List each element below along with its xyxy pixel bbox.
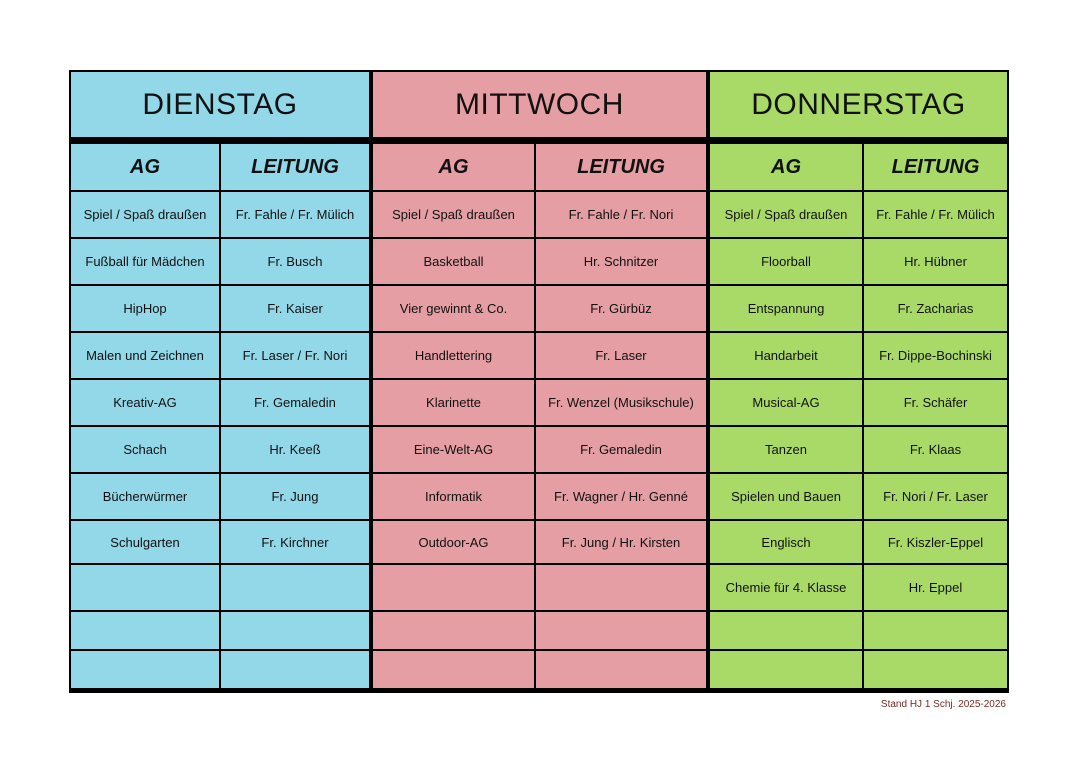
ag-cell (373, 565, 534, 610)
day-header: DIENSTAG (71, 72, 369, 137)
ag-cell (71, 651, 219, 688)
ag-cell: Outdoor-AG (373, 521, 534, 563)
leitung-cell: Fr. Nori / Fr. Laser (864, 474, 1007, 519)
leitung-cell (536, 565, 706, 610)
leitung-cell: Hr. Hübner (864, 239, 1007, 284)
column-header-leitung: LEITUNG (536, 144, 706, 190)
ag-cell (71, 565, 219, 610)
ag-cell: Kreativ-AG (71, 380, 219, 425)
ag-cell: Chemie für 4. Klasse (710, 565, 862, 610)
ag-cell: Eine-Welt-AG (373, 427, 534, 472)
ag-cell: Entspannung (710, 286, 862, 331)
ag-cell: Vier gewinnt & Co. (373, 286, 534, 331)
column-header-ag: AG (71, 144, 219, 190)
leitung-cell: Hr. Keeß (221, 427, 369, 472)
column-header-ag: AG (710, 144, 862, 190)
leitung-cell (221, 612, 369, 649)
ag-cell: Malen und Zeichnen (71, 333, 219, 378)
leitung-cell (864, 612, 1007, 649)
leitung-cell: Fr. Laser (536, 333, 706, 378)
ag-cell: Handarbeit (710, 333, 862, 378)
ag-cell: Schach (71, 427, 219, 472)
column-header-leitung: LEITUNG (864, 144, 1007, 190)
ag-cell: Fußball für Mädchen (71, 239, 219, 284)
leitung-cell: Fr. Wenzel (Musikschule) (536, 380, 706, 425)
leitung-cell: Fr. Gürbüz (536, 286, 706, 331)
leitung-cell: Hr. Schnitzer (536, 239, 706, 284)
leitung-cell: Fr. Kirchner (221, 521, 369, 563)
ag-cell: Floorball (710, 239, 862, 284)
day-section-donnerstag (708, 70, 1009, 693)
leitung-cell: Fr. Laser / Fr. Nori (221, 333, 369, 378)
ag-cell: Schulgarten (71, 521, 219, 563)
ag-cell: Musical-AG (710, 380, 862, 425)
column-header-leitung: LEITUNG (221, 144, 369, 190)
ag-cell: Basketball (373, 239, 534, 284)
leitung-cell: Hr. Eppel (864, 565, 1007, 610)
day-grid (373, 144, 706, 691)
day-header: DONNERSTAG (710, 72, 1007, 137)
ag-cell: Spielen und Bauen (710, 474, 862, 519)
leitung-cell: Fr. Fahle / Fr. Nori (536, 192, 706, 237)
day-grid (71, 144, 369, 691)
leitung-cell: Fr. Fahle / Fr. Mülich (864, 192, 1007, 237)
day-section-mittwoch (371, 70, 708, 693)
ag-cell: Spiel / Spaß draußen (710, 192, 862, 237)
ag-cell: Informatik (373, 474, 534, 519)
leitung-cell: Fr. Jung / Hr. Kirsten (536, 521, 706, 563)
leitung-cell (221, 565, 369, 610)
ag-cell (71, 612, 219, 649)
leitung-cell: Fr. Schäfer (864, 380, 1007, 425)
ag-cell (710, 651, 862, 688)
footer-stand: Stand HJ 1 Schj. 2025-2026 (880, 699, 1006, 710)
ag-cell: Englisch (710, 521, 862, 563)
ag-cell: Spiel / Spaß draußen (373, 192, 534, 237)
leitung-cell: Fr. Wagner / Hr. Genné (536, 474, 706, 519)
ag-cell (710, 612, 862, 649)
leitung-cell: Fr. Dippe-Bochinski (864, 333, 1007, 378)
leitung-cell: Fr. Jung (221, 474, 369, 519)
leitung-cell (864, 651, 1007, 688)
leitung-cell: Fr. Zacharias (864, 286, 1007, 331)
leitung-cell (536, 651, 706, 688)
leitung-cell (536, 612, 706, 649)
ag-cell: HipHop (71, 286, 219, 331)
day-grid (710, 144, 1007, 691)
ag-cell: Handlettering (373, 333, 534, 378)
leitung-cell: Fr. Gemaledin (536, 427, 706, 472)
day-section-dienstag (69, 70, 371, 693)
leitung-cell: Fr. Busch (221, 239, 369, 284)
ag-cell (373, 651, 534, 688)
leitung-cell: Fr. Kiszler-Eppel (864, 521, 1007, 563)
ag-cell: Tanzen (710, 427, 862, 472)
ag-cell (373, 612, 534, 649)
day-header: MITTWOCH (373, 72, 706, 137)
leitung-cell: Fr. Fahle / Fr. Mülich (221, 192, 369, 237)
leitung-cell: Fr. Kaiser (221, 286, 369, 331)
ag-cell: Bücherwürmer (71, 474, 219, 519)
leitung-cell: Fr. Gemaledin (221, 380, 369, 425)
ag-cell: Spiel / Spaß draußen (71, 192, 219, 237)
ag-schedule-table (69, 70, 1009, 693)
ag-cell: Klarinette (373, 380, 534, 425)
column-header-ag: AG (373, 144, 534, 190)
leitung-cell: Fr. Klaas (864, 427, 1007, 472)
leitung-cell (221, 651, 369, 688)
